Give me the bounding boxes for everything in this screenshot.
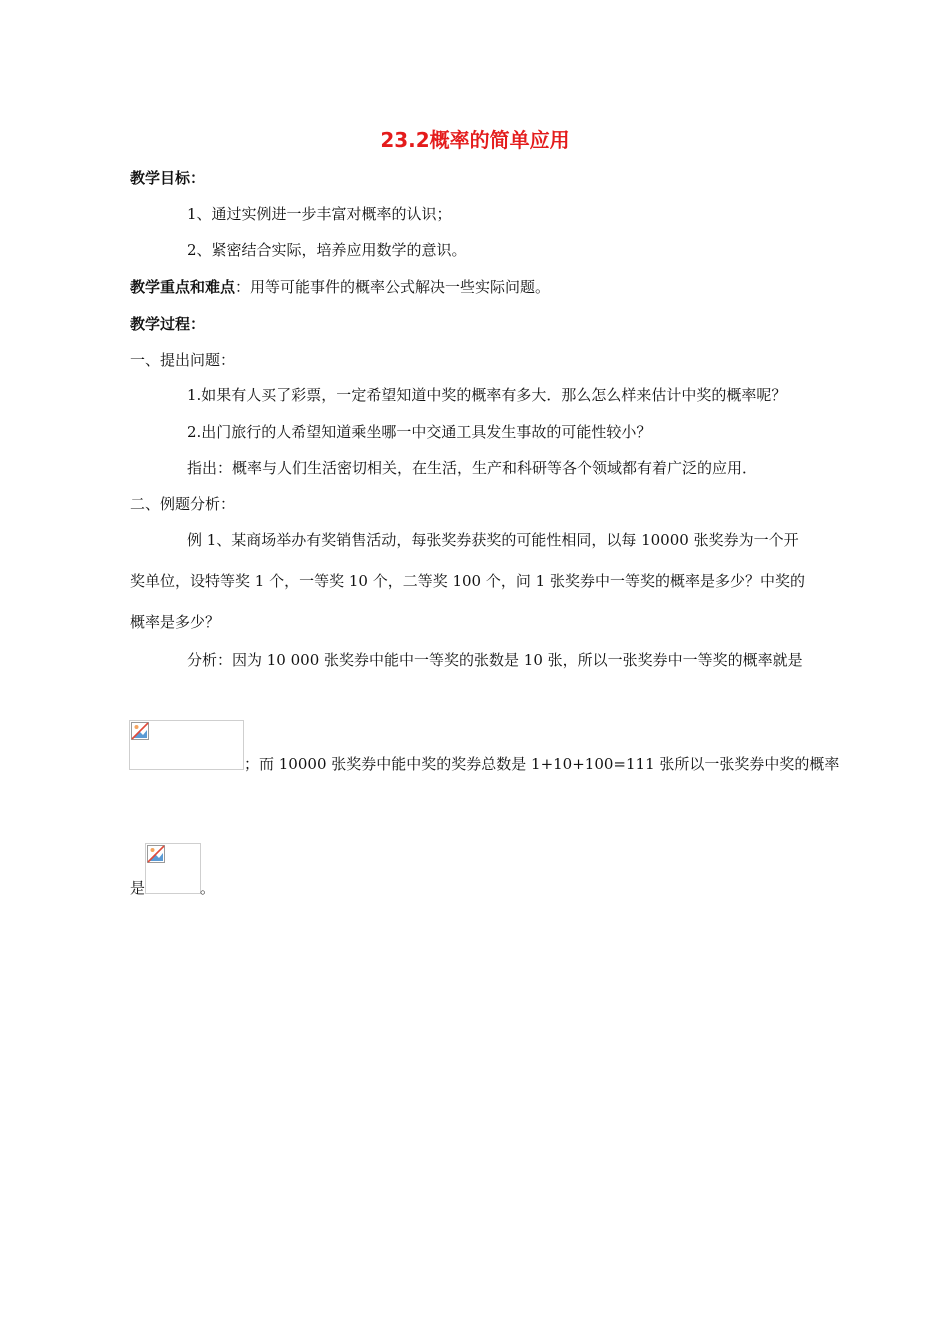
goal-item-1: 1、通过实例进一步丰富对概率的认识； xyxy=(187,205,452,223)
goals-heading: 教学目标： xyxy=(130,169,206,187)
example-line-1: 例 1、某商场举办有奖销售活动，每张奖券获奖的可能性相同，以每 10000 张奖券为一个开 xyxy=(187,531,799,549)
analysis-line-3-suffix: 。 xyxy=(200,879,216,897)
formula-image-placeholder-2 xyxy=(145,843,201,894)
key-points-text: ：用等可能事件的概率公式解决一些实际问题。 xyxy=(235,278,551,296)
analysis-line-2: ；而 10000 张奖券中能中奖的奖券总数是 1+10+100=111 张所以一张奖券中奖的概率 xyxy=(244,755,840,773)
example-line-3: 概率是多少？ xyxy=(130,613,221,631)
note-paragraph: 指出：概率与人们生活密切相关，在生活，生产和科研等各个领域都有着广泛的应用． xyxy=(187,459,758,477)
question-1: 1.如果有人买了彩票，一定希望知道中奖的概率有多大．那么怎么样来估计中奖的概率呢？ xyxy=(187,386,787,404)
key-points-line xyxy=(130,277,550,297)
example-line-2: 奖单位，设特等奖 1 个，一等奖 10 个，二等奖 100 个，问 1 张奖券中一等奖的概率是多少？中奖的 xyxy=(130,572,805,590)
question-2: 2.出门旅行的人希望知道乘坐哪一中交通工具发生事故的可能性较小？ xyxy=(187,423,652,441)
broken-image-icon xyxy=(131,722,149,740)
page-title: 23.2概率的简单应用 xyxy=(380,128,570,152)
key-points-label: 教学重点和难点 xyxy=(130,278,236,296)
broken-image-icon xyxy=(147,845,165,863)
section2-heading: 二、例题分析： xyxy=(130,495,236,513)
section1-heading: 一、提出问题： xyxy=(130,351,236,369)
process-heading: 教学过程： xyxy=(130,315,206,333)
analysis-line-1: 分析：因为 10 000 张奖券中能中一等奖的张数是 10 张，所以一张奖券中一等奖的概率就是 xyxy=(187,651,803,669)
analysis-line-3-prefix: 是 xyxy=(130,879,146,897)
formula-image-placeholder xyxy=(129,720,244,770)
goal-item-2: 2、紧密结合实际，培养应用数学的意识。 xyxy=(187,241,467,259)
